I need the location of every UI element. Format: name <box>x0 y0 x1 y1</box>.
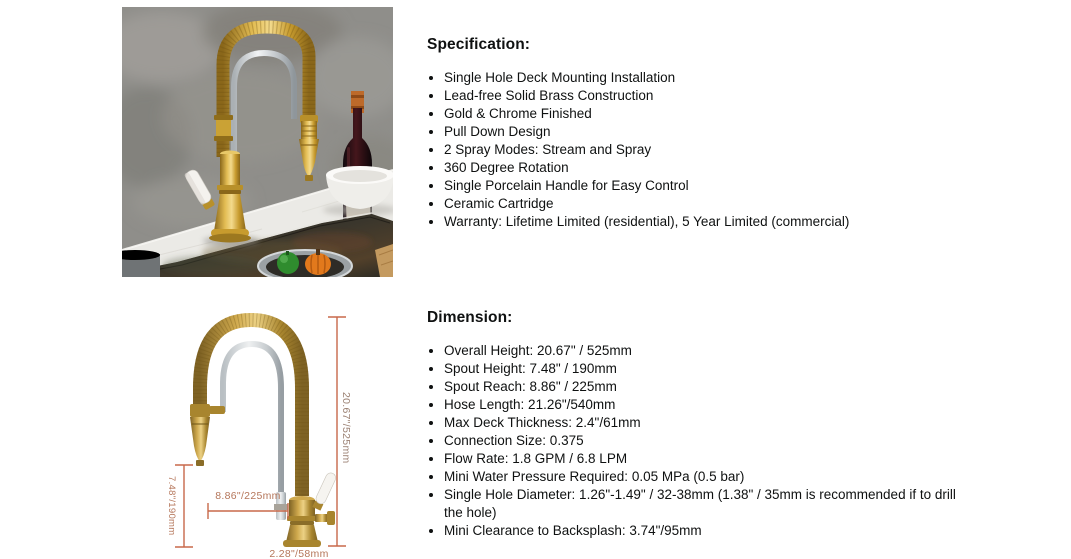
dimension-list <box>427 342 970 540</box>
dimension-item: • Mini Clearance to Backsplash: 3.74"/95mm <box>444 522 970 540</box>
specification-section <box>427 36 970 231</box>
specification-list <box>427 69 970 231</box>
specification-item: • Single Porcelain Handle for Easy Control <box>444 177 970 195</box>
dimension-item: • Single Hole Diameter: 1.26"-1.49" / 32-38mm (1.38" / 35mm is recommended if to drill the hole) <box>444 486 970 522</box>
specification-item: • Pull Down Design <box>444 123 970 141</box>
dimension-item: • Overall Height: 20.67" / 525mm <box>444 342 970 360</box>
specification-item: • Gold & Chrome Finished <box>444 105 970 123</box>
dimension-item: • Mini Water Pressure Required: 0.05 MPa (0.5 bar) <box>444 468 970 486</box>
spout-reach-label: 8.86"/225mm <box>215 490 281 502</box>
dimension-item: • Spout Height: 7.48" / 190mm <box>444 360 970 378</box>
product-photo <box>122 7 393 277</box>
specification-item: • Warranty: Lifetime Limited (residential), 5 Year Limited (commercial) <box>444 213 970 231</box>
specification-item: • Single Hole Deck Mounting Installation <box>444 69 970 87</box>
dimension-item: • Hose Length: 21.26"/540mm <box>444 396 970 414</box>
dimension-item: • Connection Size: 0.375 <box>444 432 970 450</box>
specification-item: • Lead-free Solid Brass Construction <box>444 87 970 105</box>
metal-pot <box>122 250 160 277</box>
spout-height-label: 7.48"/190mm <box>166 476 177 536</box>
dimension-diagram <box>127 300 393 559</box>
dimension-item: • Flow Rate: 1.8 GPM / 6.8 LPM <box>444 450 970 468</box>
dimension-section <box>427 309 970 540</box>
specification-item: • 360 Degree Rotation <box>444 159 970 177</box>
specification-heading: Specification: <box>427 36 531 53</box>
white-bowl <box>323 166 393 216</box>
dimension-item: • Spout Reach: 8.86" / 225mm <box>444 378 970 396</box>
specification-item: • Ceramic Cartridge <box>444 195 970 213</box>
base-width-label: 2.28"/58mm <box>269 548 329 559</box>
kitchen-faucet-photo-illustration <box>122 7 393 277</box>
specification-item: • 2 Spray Modes: Stream and Spray <box>444 141 970 159</box>
dimension-heading: Dimension: <box>427 309 513 326</box>
overall-height-label: 20.67"/525mm <box>340 392 352 464</box>
dimension-item: • Max Deck Thickness: 2.4"/61mm <box>444 414 970 432</box>
